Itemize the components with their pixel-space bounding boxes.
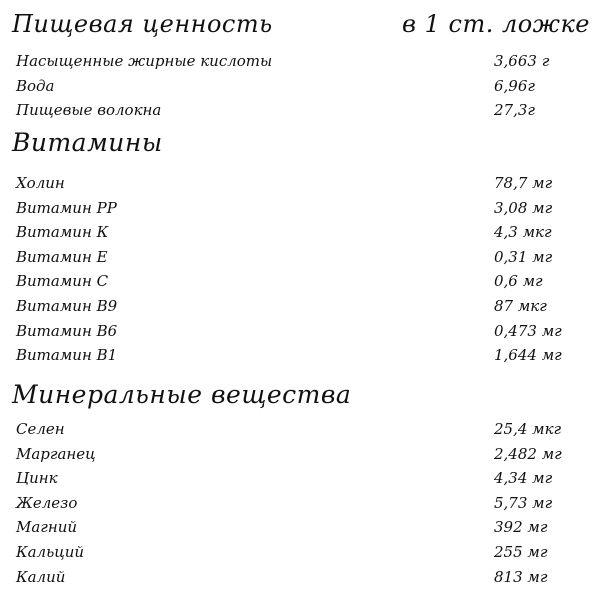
vitamins-list <box>16 174 584 371</box>
serving-label: в 1 ст. ложке <box>402 10 590 38</box>
list-item <box>16 445 584 470</box>
nutrient-value: 25,4 мкг <box>494 420 562 438</box>
list-item <box>16 322 584 347</box>
nutrient-value: 87 мкг <box>494 296 547 315</box>
list-item <box>16 518 584 543</box>
nutrient-value: 813 мг <box>494 567 548 586</box>
nutrient-name: Витамин В9 <box>16 296 118 315</box>
list-item <box>16 297 584 322</box>
nutrient-name: Холин <box>16 174 65 192</box>
nutrient-value: 0,473 мг <box>494 321 562 340</box>
nutrient-value: 255 мг <box>494 542 548 561</box>
nutrient-value: 6,96г <box>494 76 535 95</box>
nutrient-value: 1,644 мг <box>494 346 562 365</box>
basic-list <box>16 52 584 126</box>
nutrient-name: Вода <box>16 76 55 95</box>
nutrient-name: Железо <box>16 493 78 512</box>
nutrient-value: 2,482 мг <box>494 444 562 463</box>
vitamins-heading: Витамины <box>12 128 163 157</box>
list-item <box>16 420 584 445</box>
minerals-heading: Минеральные вещества <box>12 380 352 409</box>
list-item <box>16 469 584 494</box>
nutrient-name: Витамин К <box>16 223 109 242</box>
nutrient-name: Витамин С <box>16 272 109 291</box>
list-item <box>16 346 584 371</box>
nutrient-name: Витамин Е <box>16 247 108 266</box>
list-item <box>16 199 584 224</box>
nutrient-name: Кальций <box>16 542 85 561</box>
list-item <box>16 174 584 199</box>
list-item <box>16 223 584 248</box>
nutrient-value: 0,31 мг <box>494 247 553 266</box>
minerals-list <box>16 420 584 592</box>
nutrient-name: Пищевые волокна <box>16 101 162 120</box>
nutrient-name: Насыщенные жирные кислоты <box>16 52 273 70</box>
nutrient-value: 27,3г <box>494 101 535 120</box>
nutrient-name: Магний <box>16 518 78 537</box>
list-item <box>16 101 584 126</box>
nutrient-value: 4,34 мг <box>494 469 553 488</box>
list-item <box>16 52 584 77</box>
nutrient-name: Витамин В6 <box>16 321 118 340</box>
nutrient-value: 392 мг <box>494 518 548 537</box>
list-item <box>16 77 584 102</box>
list-item <box>16 494 584 519</box>
nutrient-name: Калий <box>16 567 66 586</box>
nutrient-name: Марганец <box>16 444 96 463</box>
nutrient-value: 4,3 мкг <box>494 223 552 242</box>
nutrient-value: 3,08 мг <box>494 198 553 217</box>
nutrient-name: Витамин PP <box>16 198 117 217</box>
page-title: Пищевая ценность <box>12 10 273 38</box>
nutrient-value: 3,663 г <box>494 52 550 70</box>
nutrient-value: 0,6 мг <box>494 272 543 291</box>
nutrient-value: 78,7 мг <box>494 174 553 192</box>
nutrition-header <box>12 10 590 38</box>
list-item <box>16 568 584 593</box>
list-item <box>16 248 584 273</box>
nutrient-value: 5,73 мг <box>494 493 553 512</box>
nutrient-name: Витамин В1 <box>16 346 118 365</box>
list-item <box>16 543 584 568</box>
nutrient-name: Цинк <box>16 469 58 488</box>
nutrient-name: Селен <box>16 420 65 438</box>
list-item <box>16 272 584 297</box>
